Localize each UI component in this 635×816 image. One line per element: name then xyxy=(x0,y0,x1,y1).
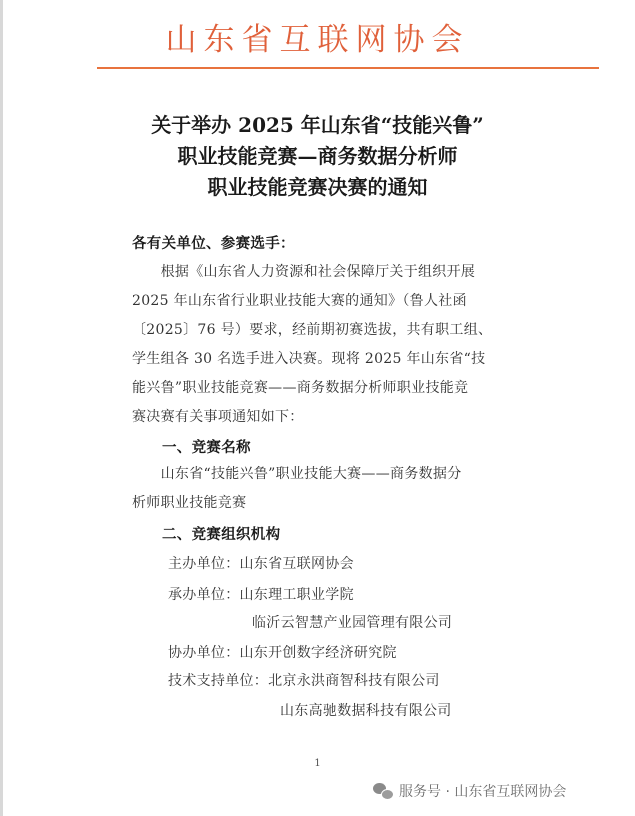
organizer-label: 承办单位： xyxy=(168,587,240,603)
organizer-row xyxy=(168,584,354,604)
host-label: 主办单位： xyxy=(168,556,240,572)
paragraph-line: 学生组各 30 名选手进入决赛。现将 2025 年山东省“技 xyxy=(132,351,486,367)
title-line-3: 职业技能竞赛决赛的通知 xyxy=(207,175,428,199)
title-line-2: 职业技能竞赛—商务数据分析师 xyxy=(177,144,458,168)
co-organizer-label: 协办单位： xyxy=(168,645,240,661)
paragraph-line: 根据《山东省人力资源和社会保障厅关于组织开展 xyxy=(132,264,476,280)
tech-support-row xyxy=(168,670,440,690)
footer-text: 服务号 · 山东省互联网协会 xyxy=(399,784,567,800)
masthead-title: 山东省互联网协会 xyxy=(165,22,470,58)
tech-support-value: 北京永洪商智科技有限公司 xyxy=(268,673,440,689)
salutation: 各有关单位、参赛选手： xyxy=(132,236,295,252)
host-row xyxy=(168,553,354,573)
paragraph-line: 能兴鲁”职业技能竞赛——商务数据分析师职业技能竞 xyxy=(132,380,469,396)
tech-support-label: 技术支持单位： xyxy=(168,673,269,689)
organizer-row-2: 临沂云智慧产业园管理有限公司 xyxy=(252,615,453,631)
document-title xyxy=(0,110,635,203)
intro-paragraph xyxy=(132,258,512,432)
wechat-icon xyxy=(373,782,393,800)
title-line-1: 关于举办 2025 年山东省“技能兴鲁” xyxy=(151,113,484,137)
section-2-heading: 二、竞赛组织机构 xyxy=(162,527,281,543)
section-1-body xyxy=(132,460,512,518)
host-value: 山东省互联网协会 xyxy=(239,556,354,572)
organizer-value: 山东理工职业学院 xyxy=(239,587,354,603)
paragraph-line: 〔2025〕76 号）要求，经前期初赛选拔，共有职工组、 xyxy=(132,322,493,338)
co-organizer-row xyxy=(168,642,397,662)
tech-support-row-2: 山东高驰数据科技有限公司 xyxy=(280,703,452,719)
page-number: 1 xyxy=(314,758,321,769)
co-organizer-value: 山东开创数字经济研究院 xyxy=(239,645,397,661)
section-1-heading: 一、竞赛名称 xyxy=(162,440,251,456)
paragraph-line: 山东省“技能兴鲁”职业技能大赛——商务数据分 xyxy=(132,466,462,482)
footer-watermark xyxy=(373,780,566,802)
paragraph-line: 2025 年山东省行业职业技能大赛的通知》（鲁人社函 xyxy=(132,293,467,309)
paragraph-line: 析师职业技能竞赛 xyxy=(132,495,247,511)
masthead-rule xyxy=(97,67,599,69)
paragraph-line: 赛决赛有关事项通知如下： xyxy=(132,409,304,425)
